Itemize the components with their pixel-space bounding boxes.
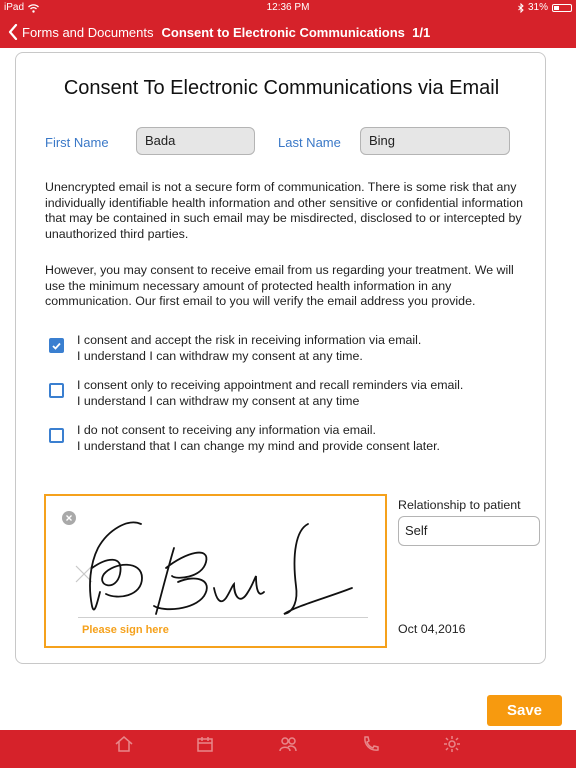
option-text <box>77 423 440 454</box>
status-right <box>518 0 572 16</box>
tab-home[interactable] <box>84 730 164 768</box>
option-line-1: I consent and accept the risk in receiving information via email. <box>77 333 422 347</box>
settings-icon <box>442 735 462 753</box>
option-line-2: I understand I can withdraw my consent at any time <box>77 393 360 408</box>
consent-option-reminders[interactable] <box>49 378 463 409</box>
relationship-field[interactable]: Self <box>398 516 540 546</box>
users-icon <box>278 735 298 753</box>
consent-option-decline[interactable] <box>49 423 440 454</box>
consent-option-accept[interactable] <box>49 333 421 364</box>
option-line-1: I do not consent to receiving any information via email. <box>77 423 376 437</box>
status-time: 12:36 PM <box>266 2 310 13</box>
tab-bar <box>0 730 576 768</box>
checkbox-decline[interactable] <box>49 428 64 443</box>
option-text <box>77 333 421 364</box>
tab-settings[interactable] <box>412 730 492 768</box>
nav-bar <box>0 16 576 48</box>
last-name-field[interactable]: Bing <box>360 127 510 155</box>
save-button[interactable]: Save <box>487 695 562 726</box>
tab-phone[interactable] <box>330 730 410 768</box>
disclaimer-paragraph: Unencrypted email is not a secure form of communication. There is some risk that any individually identifiable health information and other sensitive or confidential information that may be contained in such email may be misdirected, disclosed to or intercepted by unauthorized third parties. <box>45 180 524 241</box>
checkbox-reminders[interactable] <box>49 383 64 398</box>
first-name-label: First Name <box>45 135 109 150</box>
tab-calendar[interactable] <box>165 730 245 768</box>
status-bar <box>0 0 576 16</box>
device-label: iPad <box>4 2 25 13</box>
tab-users[interactable] <box>248 730 328 768</box>
consent-paragraph: However, you may consent to receive email from us regarding your treatment. We will use the minimum necessary amount of protected health information in any communication. Our first email to you will verify the email address you provide. <box>45 263 514 308</box>
last-name-label: Last Name <box>278 135 341 150</box>
bluetooth-icon <box>518 3 524 13</box>
battery-percent: 31% <box>527 2 548 13</box>
signature-date: Oct 04,2016 <box>398 622 466 636</box>
checkbox-accept[interactable] <box>49 338 64 353</box>
battery-icon <box>552 4 572 12</box>
consent-form-card <box>15 52 546 664</box>
chevron-left-icon <box>8 24 18 40</box>
home-icon <box>114 735 134 753</box>
option-line-1: I consent only to receiving appointment and recall reminders via email. <box>77 378 464 392</box>
phone-icon <box>360 735 380 753</box>
signature-pad[interactable] <box>44 494 387 648</box>
content-area <box>0 48 576 730</box>
first-name-field[interactable]: Bada <box>136 127 255 155</box>
signature-baseline <box>78 617 368 618</box>
form-title: Consent To Electronic Communications via Email <box>63 77 500 99</box>
option-line-2: I understand that I can change my mind and provide consent later. <box>77 438 440 453</box>
checkmark-icon <box>52 342 61 350</box>
calendar-icon <box>195 735 215 753</box>
option-text <box>77 378 463 409</box>
page-title: Consent to Electronic Communications 1/1 <box>161 24 431 40</box>
back-button[interactable] <box>8 24 154 40</box>
back-label: Forms and Documents <box>22 24 154 40</box>
option-line-2: I understand I can withdraw my consent at any time. <box>77 348 363 363</box>
relationship-label: Relationship to patient <box>398 498 521 512</box>
signature-hint: Please sign here <box>82 624 169 636</box>
